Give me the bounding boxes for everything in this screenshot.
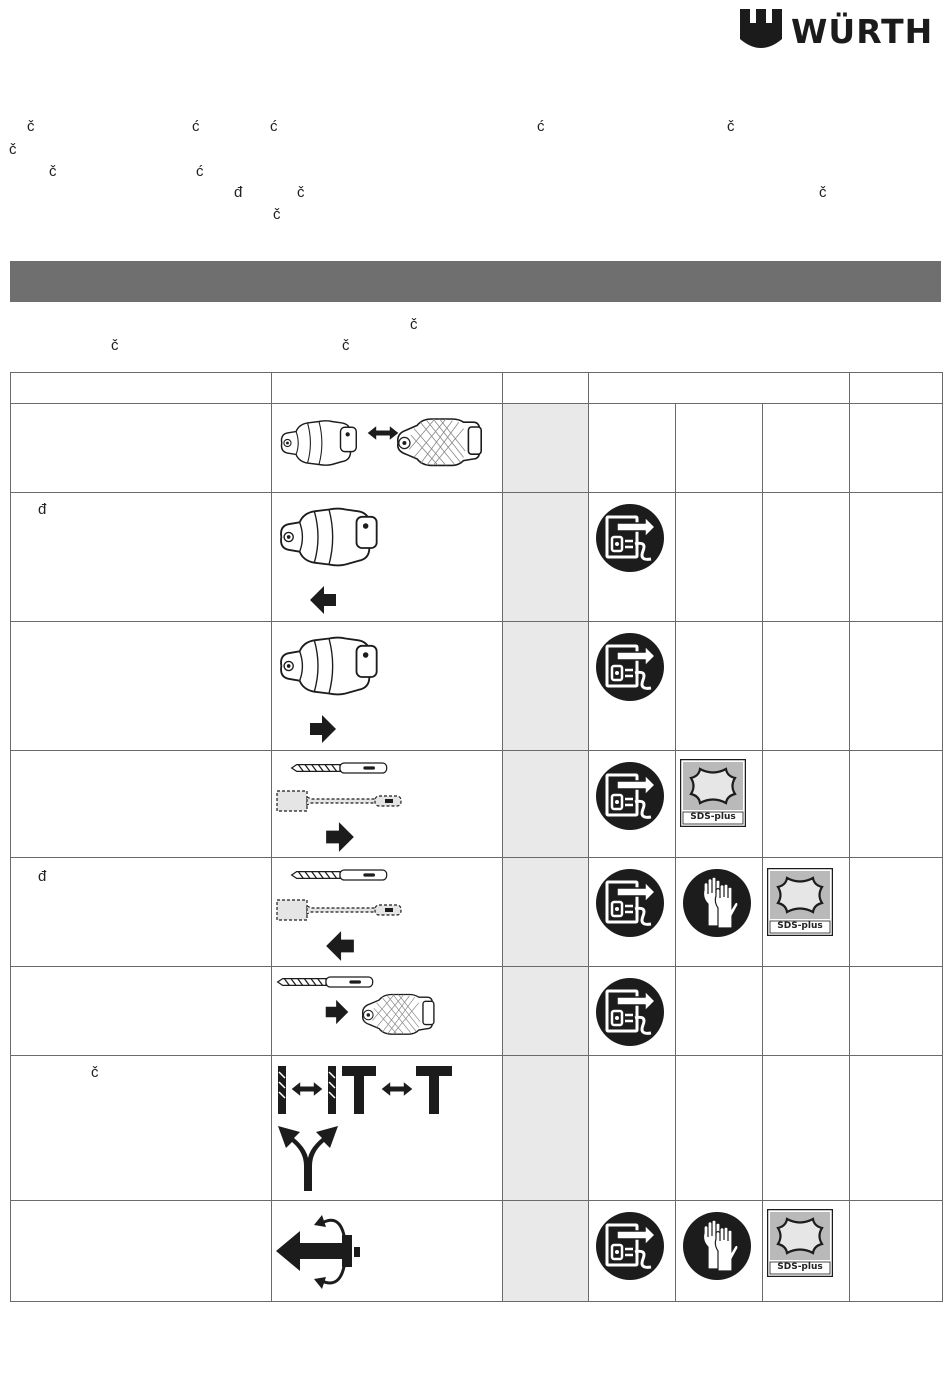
table-header-row bbox=[11, 373, 943, 404]
intro-glyph: ć bbox=[192, 118, 200, 135]
icon-cell bbox=[763, 967, 850, 1056]
icon-cell bbox=[763, 1201, 850, 1302]
icon-cell bbox=[676, 1201, 763, 1302]
notes-cell bbox=[850, 622, 943, 751]
icon-cell bbox=[763, 404, 850, 493]
icon-cell bbox=[676, 1056, 763, 1201]
disconnect-plug-icon bbox=[595, 503, 665, 573]
description-cell bbox=[11, 1201, 272, 1302]
remove-chuck-illustration bbox=[272, 493, 502, 621]
notes-cell bbox=[850, 858, 943, 967]
description-cell bbox=[11, 751, 272, 858]
table-row bbox=[11, 622, 943, 751]
icon-cell bbox=[589, 404, 676, 493]
description-cell bbox=[11, 404, 272, 493]
table-row bbox=[11, 751, 943, 858]
illustration-cell bbox=[272, 1201, 503, 1302]
table-row bbox=[11, 858, 943, 967]
disconnect-plug-icon bbox=[595, 977, 665, 1047]
illustration-cell bbox=[272, 404, 503, 493]
icon-cell bbox=[676, 751, 763, 858]
gloves-icon bbox=[682, 868, 752, 938]
icon-cell bbox=[676, 622, 763, 751]
section-header-bar bbox=[10, 261, 941, 302]
intro-glyph: č bbox=[27, 118, 35, 135]
description-cell bbox=[11, 858, 272, 967]
wurth-logo-icon bbox=[740, 9, 782, 53]
shaded-cell bbox=[503, 751, 589, 858]
notes-cell bbox=[850, 751, 943, 858]
intro-glyph: č bbox=[49, 163, 57, 180]
icon-cell bbox=[589, 751, 676, 858]
illustration-cell bbox=[272, 858, 503, 967]
icon-cell bbox=[763, 1056, 850, 1201]
icon-cell bbox=[763, 751, 850, 858]
table-row bbox=[11, 1201, 943, 1302]
disconnect-plug-icon bbox=[595, 632, 665, 702]
notes-cell bbox=[850, 967, 943, 1056]
intro-glyph: č bbox=[9, 141, 17, 158]
intro-glyph: č bbox=[819, 184, 827, 201]
insert-bit-illustration bbox=[272, 751, 502, 857]
icon-cell bbox=[589, 1201, 676, 1302]
section-glyph: č bbox=[410, 316, 418, 333]
header-cell bbox=[589, 373, 850, 404]
row-glyph: č bbox=[91, 1064, 99, 1081]
intro-glyph: ć bbox=[196, 163, 204, 180]
description-cell bbox=[11, 1056, 272, 1201]
intro-glyph: č bbox=[727, 118, 735, 135]
disconnect-plug-icon bbox=[595, 868, 665, 938]
header-cell bbox=[503, 373, 589, 404]
brand-name: WÜRTH bbox=[791, 11, 934, 51]
intro-glyph: ć bbox=[537, 118, 545, 135]
description-cell bbox=[11, 622, 272, 751]
row-glyph: đ bbox=[38, 868, 47, 885]
chuck-swap-illustration bbox=[272, 404, 502, 492]
notes-cell bbox=[850, 493, 943, 622]
icon-cell bbox=[589, 493, 676, 622]
remove-bit-illustration bbox=[272, 858, 502, 966]
table-row bbox=[11, 1056, 943, 1201]
illustration-cell bbox=[272, 493, 503, 622]
gloves-icon bbox=[682, 1211, 752, 1281]
illustration-cell bbox=[272, 622, 503, 751]
notes-cell bbox=[850, 1201, 943, 1302]
notes-cell bbox=[850, 404, 943, 493]
icon-cell bbox=[676, 967, 763, 1056]
maintenance-table bbox=[10, 372, 943, 1302]
shaded-cell bbox=[503, 858, 589, 967]
illustration-cell bbox=[272, 967, 503, 1056]
header-cell bbox=[11, 373, 272, 404]
shaded-cell bbox=[503, 1056, 589, 1201]
illustration-cell bbox=[272, 751, 503, 858]
sds-plus-label: SDS-plus bbox=[777, 921, 823, 931]
icon-cell bbox=[589, 622, 676, 751]
icon-cell bbox=[676, 404, 763, 493]
intro-glyph: đ bbox=[234, 184, 243, 201]
illustration-cell bbox=[272, 1056, 503, 1201]
shaded-cell bbox=[503, 493, 589, 622]
shaded-cell bbox=[503, 967, 589, 1056]
row-glyph: đ bbox=[38, 501, 47, 518]
description-cell bbox=[11, 493, 272, 622]
icon-cell bbox=[676, 858, 763, 967]
sds-plus-label: SDS-plus bbox=[777, 1262, 823, 1272]
icon-cell bbox=[763, 622, 850, 751]
icon-cell bbox=[763, 493, 850, 622]
table-row bbox=[11, 404, 943, 493]
insert-bit-keyless-illustration bbox=[272, 967, 502, 1055]
icon-cell bbox=[589, 967, 676, 1056]
section-glyph: č bbox=[111, 337, 119, 354]
header-cell bbox=[850, 373, 943, 404]
shaded-cell bbox=[503, 1201, 589, 1302]
icon-cell bbox=[763, 858, 850, 967]
table-row bbox=[11, 967, 943, 1056]
mode-select-illustration bbox=[272, 1056, 502, 1200]
table-row bbox=[11, 493, 943, 622]
shaded-cell bbox=[503, 622, 589, 751]
icon-cell bbox=[589, 858, 676, 967]
insert-chuck-illustration bbox=[272, 622, 502, 750]
intro-glyph: ć bbox=[270, 118, 278, 135]
notes-cell bbox=[850, 1056, 943, 1201]
icon-cell bbox=[676, 493, 763, 622]
disconnect-plug-icon bbox=[595, 761, 665, 831]
wurth-logo bbox=[740, 8, 945, 54]
section-glyph: č bbox=[342, 337, 350, 354]
sds-plus-label: SDS-plus bbox=[690, 812, 736, 822]
disconnect-plug-icon bbox=[595, 1211, 665, 1281]
rotation-direction-illustration bbox=[272, 1201, 502, 1301]
intro-glyph: č bbox=[297, 184, 305, 201]
icon-cell bbox=[589, 1056, 676, 1201]
shaded-cell bbox=[503, 404, 589, 493]
description-cell bbox=[11, 967, 272, 1056]
intro-glyph: č bbox=[273, 206, 281, 223]
header-cell bbox=[272, 373, 503, 404]
